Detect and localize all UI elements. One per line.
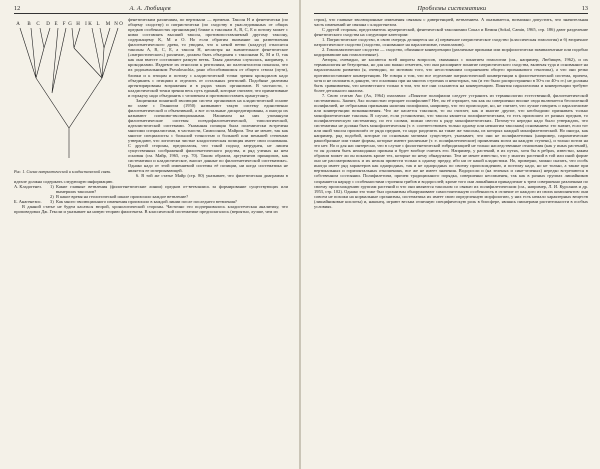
right-paragraph-4: 7. Свою статью Акс (Ax, 1964) озаглавил: «Понятие полифилии следует устранить из терминологии естественной, филогенетической систематики». Значит, Акс полностью отрицает полифилию? Нет, он её отрицает, так как он совершенно вполне сюда включается бесполезной полифилией, не отбрасывая признания наличия полифилии, например, что это происходит, но, не считает, что лучше говорить о параллелизме или конвергенции возникновения. Что же касается таксонов, то он считает, как и многие другие, что необходимо признавать только монофилетические таксоны. В случае, если установлено, что таксон является полифилетическим, то есть произошел от разных предков, то полифилетическую систематику, по его словам, можно свести к ряду монофилетических. Потому-то нередко надо было утверждать, что систематика не должна быть монофилетическая (т. е. соответствовать только одному или немногим таксонам) основанием: это значит, если тот или иной таксон произошёл от ряда предков, то надо разделить на такие же таксоны, из которых каждый монофилетический. Но иногда, как например, ряд подобий, которые по основным мотивам существует, указывает, что они не полифилетичны (например, паразитические ракообразные или такие формы, которые имеют различные (т. е. полифилетические) проявления мозга на каждую ступень), и только потом на это нет. Но и для нас интересно, что в случае с филогенетической гибридизацией не только наследственные отношения (как у иных растений), то он должен быть неожиданно признан и будет вообще считать его. Например, у растений, в их путях, хотя бы в ребрах, известно, каким образом может ли он показать кроме тех, которые по нему обнаружено. Тем не менее известно, что у многих растений в той или иной форме оно не рассматривалось и их нельзя привести только к одному предку, ибо ни от какой кладистики. Но, примерно, можно сказать, что особь иногда имеет ряд характеров как однородных, так и не однородных по своему происхождению, и поэтому надо, но не только, а также при вертикальных и горизонтальных отношениях, все же не имеет значения. Водоросли и (на зеленых и сине-зеленых) нередко встречаются в собственном состоянии. Полифилетизм, причем традиционного порядка, совершенно несомненен, так как в разных группах лишайников сохраняется наряду с особенностями строения грибов и водорослей; кроме того они лишайники принадлежат к трем совершенно различным по своему происхождению группам растений и что они являются таксоном со связью их полифилетическим (см., например, Л. И. Курсанов и др. 1953, стр. 102). Однако это тоже был организмы обнаруживают самостоятельную особенность в отличие от каждого из своих компонентов: они совсем не похожи на нормальные организмы, систематика их имеет свою определенную морфологию, у них есть немало характерных веществ (лишайниковые кислоты) и, наконец, играют весьма отличную специфическую роль в биосфере, являясь пионерами растительности в особых условиях.	[314, 92, 588, 209]
figure-caption: Рис. 1. Схема патристической и кладистической связи.	[14, 169, 112, 174]
right-page	[300, 0, 600, 469]
right-item-2: 2. Гомоплактическое сходство — сходство, обязанное конвергенции (различные признаки или морфологически эквивалентные или подобно кодировавшие как гомологичные).	[314, 47, 588, 58]
right-item-1: 1. Патристическое сходство, в свою очередь делящееся на: а) первичное патристическое сходство (классическая гомология) и б) вторичное патристическое сходство (сходство, основанное на параллелизме, гомоплазию).	[314, 37, 588, 48]
list-item: А. Кладогенез. 1) Какие главные ветвления (филогенетические линии) предков от-ветвлялись за формирование существующих или вымерших таксонов?	[14, 183, 288, 194]
right-page-number: 13	[581, 5, 588, 12]
right-paragraph-1: строк), что главные эволюционные изменения связаны с дивергенцией, ветвлением. А оказывается, возможно допустить, что значительная часть изменений не связана с кладогенезом.	[314, 17, 588, 28]
cladogram-diagram	[14, 18, 124, 168]
taxon-label: O	[119, 22, 123, 27]
taxon-label: A	[16, 22, 20, 27]
left-running-head: А. А. Любищев	[129, 5, 171, 12]
left-paragraph-4: В данной статье не будем касаться второй, хронологической стороны. Частично это подчеркивалось кладистеческая аналитику, что проповедовал Дж. Гексли и указывает на новую теорию филогенеза. В классической систематике предполагалось (вероятно, лучше, чем из	[14, 203, 288, 214]
taxon-label: C	[36, 22, 40, 27]
figure-1	[14, 18, 124, 175]
taxon-label: I	[85, 22, 87, 27]
taxon-label: H	[76, 22, 80, 27]
list-item: Б. Анагенезис. 3) Как много эволюционного изменения произошло в каждой линии после последнего ветвления?	[14, 198, 237, 204]
taxon-label: G	[68, 22, 72, 27]
taxon-label: E	[54, 22, 58, 27]
right-paragraph-2: С другой стороны, представитель нумерической, фенетической таксономии Сокал и Кемин (Sokal, Camin, 1965, стр. 186) дают разделение фенетического сходства на следующие категории:	[314, 27, 588, 38]
taxon-label: K	[88, 22, 92, 27]
left-paragraph-3: 6. В той же статье Майр (стр. 80) указывает, что филетическая диаграмма в идеале должна содержать следующую информацию.	[14, 173, 288, 184]
information-list	[14, 184, 288, 204]
taxon-label: D	[46, 22, 50, 27]
list-item: 2) В какое время на геологической шкале произошло каждое ветвление?	[50, 193, 189, 199]
right-running-head: Проблемы систематики	[417, 5, 487, 12]
right-page-header	[314, 5, 588, 14]
left-page-body	[14, 17, 288, 214]
right-page-body	[314, 17, 588, 209]
taxon-label: L	[96, 22, 100, 27]
taxon-label: M	[105, 22, 111, 27]
left-paragraph-2: Защитники понятной эволюции систем организмов на кладистической основе во главе с Геннигом (1950) назвывают такую систему единственно филогенетической и объективной, а все остальные дискредитированы, а иногда их называют плешиво-эволюционными. Нашимом на них упомянули филогенетические системы псевдофилогенетической, типологической, идеалистической системами. Указанная позиция была полемически встречена многими специалистами, в частности, Симпсоном, Майром. Тем не менее, так как многие специалисты с большой точностью и большей или меньшей степенью утверждают, что логически чистые кладистическая позиция имеет свои основания. С другой стороны, предполагая, что такой подход затруднен, не лишен существенных соображений филогенетического родства, и ряд ученых на нем основан (см. Майр, 1965, стр. 70). Таким образом, аргументов принципов, как систематики и кладистическое, вносят данные по филогенетической систематике». Однако надо от этой изменяемой системы её позиции, ни когда систематика не является ее исчерпывающей.	[128, 97, 288, 174]
taxon-label: B	[27, 22, 31, 27]
right-paragraph-3: Авторы, очевидно, не касаются всей широты вопросов, связанных с понятием гомологии (см., например, Любищев, 1962), и их терминология не безупречна, но для нас важно отметить, что они расширяют понятие патристического сходства, включая туда и основанное на параллельном развитии (я, очевидно, по мотивам того, что несостоявшим сохранением общего признакового генотипа), а что они резко противопоставляют конвергенцию. Не говоря о том, что все отделение патриастической конвергенции к филогенетической система, причем, хотя и не изложить в данную, что основаны при на многих ступенях и некоторых, так (и это было распространено в 50-х по 40-х гг.) не должны быть сравниваемы, что неизвестного только в том, что все они ссылаются на конвергенцию. Понятия параллелизма и конвергенции требуют более детального анализа.	[314, 57, 588, 93]
cladogram-branches	[20, 28, 118, 158]
taxon-label: F	[62, 22, 66, 27]
left-page-header	[14, 5, 288, 14]
left-page-number: 12	[14, 5, 21, 12]
taxon-label: N	[114, 22, 118, 27]
left-paragraph-1: фенетическим различиям, по вертикали — времени. Таксон Н и фенетически (по общему сходству) и патристически (по сходству в унаследованных от общих предков особенностях организации) ближе к таксонам A, B, C, E и потому может с ними составлять высший таксон, противопоставляемый другому таксону, содержащему K, M и O. Но если обратим внимание на разветвления филогенетического древа, то увидим, что к некой ветви (кладусу) относятся таксоны A, B, C, E, a таксон H, несмотря на значительное фенетическое («патристическое») различие, должен быть объединен с таксонами K, M и O, так как они вместе составляют разную ветвь. Такая дилемма случилась, например, с крокодилами. Издревле их относили к рептилиям, но палеонтология показала, что их родоначальником Pseudosuchia, рано обособившимся от общего ствола (пути), близки и к птицам и потому с кладистической точки зрения крокодилов надо объединить с птицами и отделить от остальных рептилий. Подобные дилеммы аргентирированы возражения и в рядах таких организмов. В частности, с кладистической точки зрения весь путь единый, которые считают, что примитивные и горькуху надо объединить с человеком и противопоставить орангутангу.	[128, 17, 288, 98]
